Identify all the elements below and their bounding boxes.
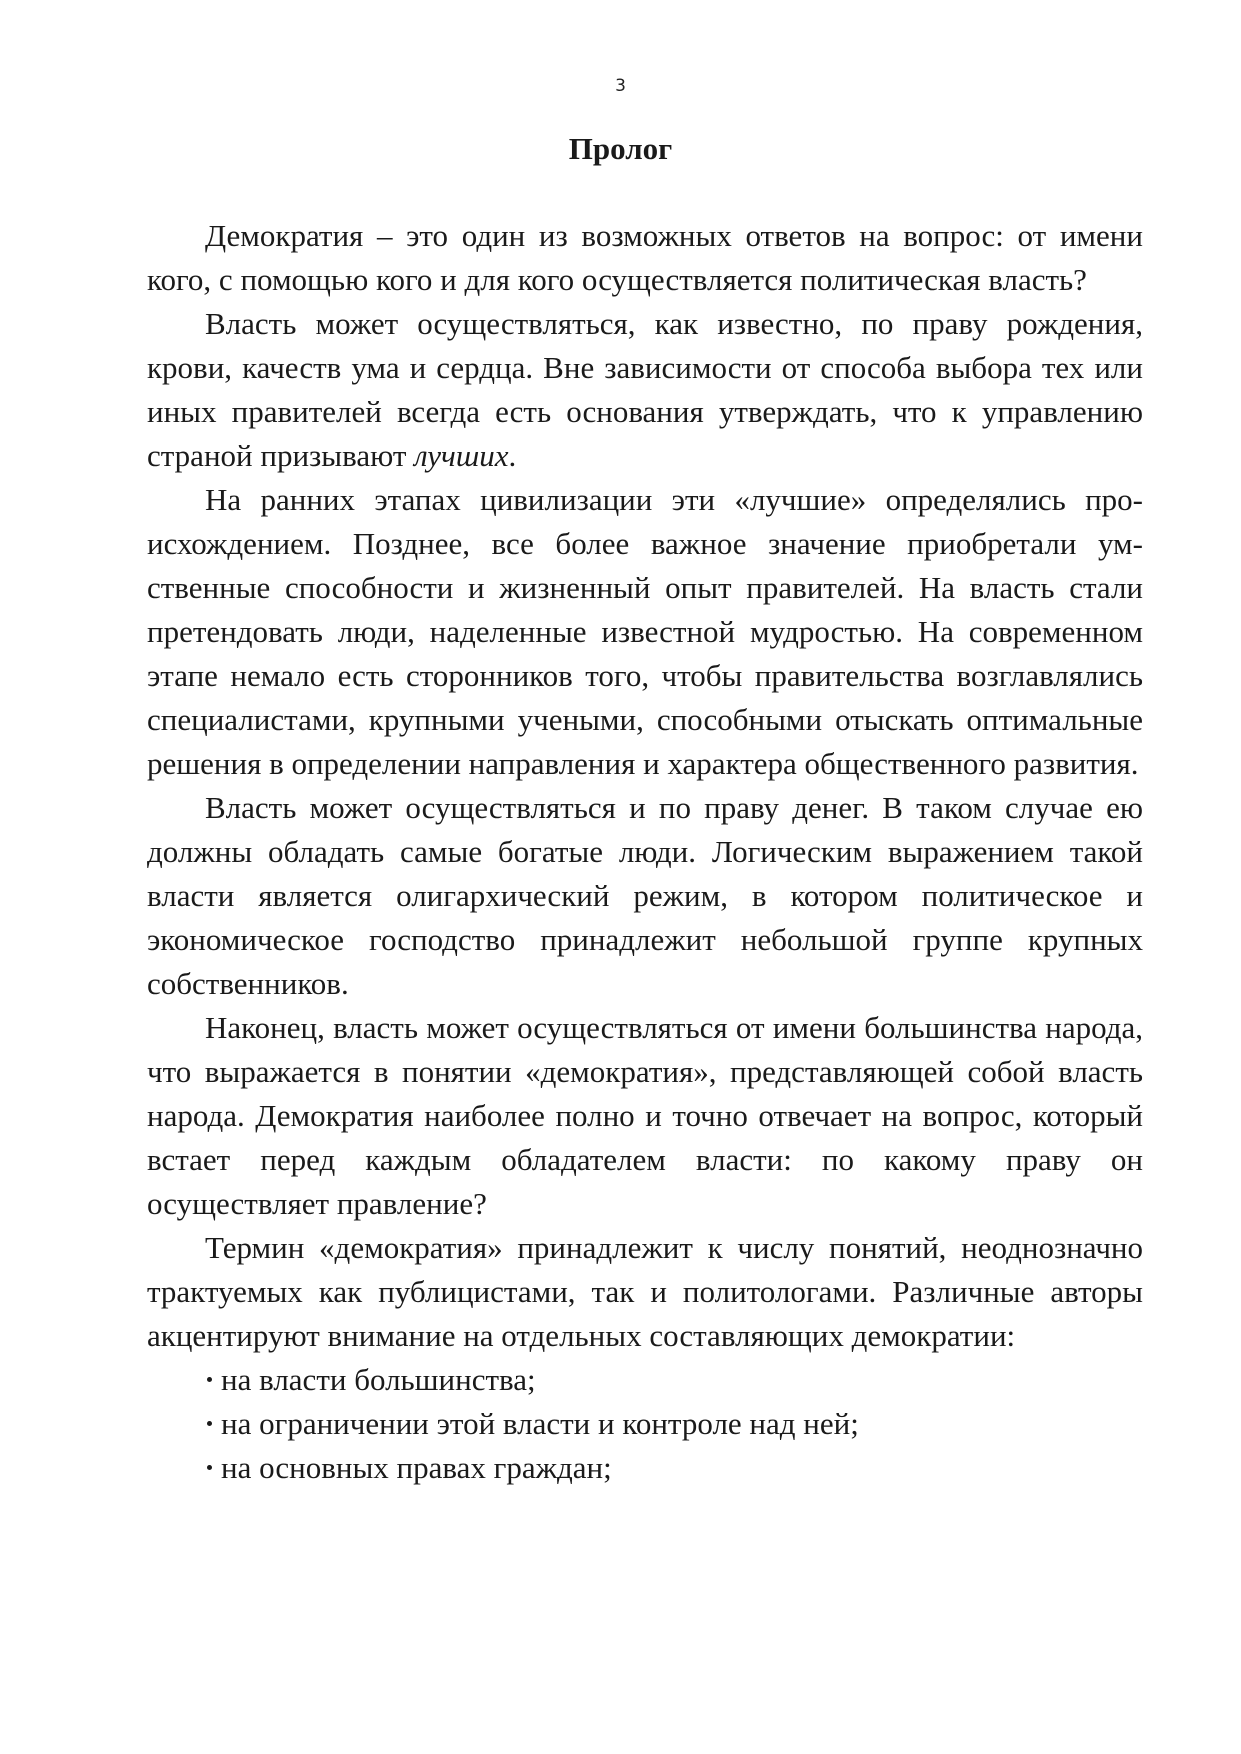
list-item: на основных правах граждан; [205, 1446, 1143, 1490]
page-number: 3 [615, 76, 626, 96]
body-text [147, 214, 1143, 1490]
list-item: на власти большинства; [205, 1358, 1143, 1402]
paragraph-6: Термин «демократия» принадлежит к числу понятий, неоднозначно трактуемых как публицистами, так и политологами. Различные авторы акцентируют внимание на отдельных составляющих демократии: [147, 1230, 1143, 1353]
paragraph-2-end: . [508, 438, 517, 473]
paragraph-2-emphasis: лучших [414, 438, 509, 473]
paragraph-5: Наконец, власть может осуществляться от имени большинства народа, что выражается в понятии «демократия», представляющей собой власть народа. Демократия наиболее полно и точно отвечает на вопрос, который встает перед каждым обладателем власти: по какому праву он осуществляет правление? [147, 1010, 1143, 1221]
page-title: Пролог [568, 131, 673, 166]
paragraph-3: На ранних этапах цивилизации эти «лучшие» определялись происхождением. Позднее, все более важное значение приобретали умственные способности и жизненный опыт правителей. На власть стали претендовать люди, наделенные известной мудростью. На современном этапе немало есть сторонников того, чтобы правительства возглавлялись специалистами, крупными учеными, способными отыскать оптимальные решения в определении направления и характера общественного развития. [147, 482, 1143, 781]
paragraph-2-text: Власть может осуществляться, как известно, по праву рождения, крови, качеств ума и сердца. Вне зависимости от способа выбора тех или иных правителей всегда есть основания утверждать, что к управлению страной призывают [147, 306, 1143, 473]
list-item: на ограничении этой власти и контроле над ней; [205, 1402, 1143, 1446]
paragraph-1: Демократия – это один из возможных ответов на вопрос: от имени кого, с помощью кого и для кого осуществляется политическая власть? [147, 218, 1143, 297]
paragraph-4: Власть может осуществляться и по праву денег. В таком случае ею должны обладать самые богатые люди. Логическим выражением такой власти является олигархический режим, в котором политическое и экономическое господство принадлежит небольшой группе крупных собственников. [147, 790, 1143, 1001]
paragraph-2 [147, 302, 1143, 478]
bullet-list [147, 1358, 1143, 1490]
